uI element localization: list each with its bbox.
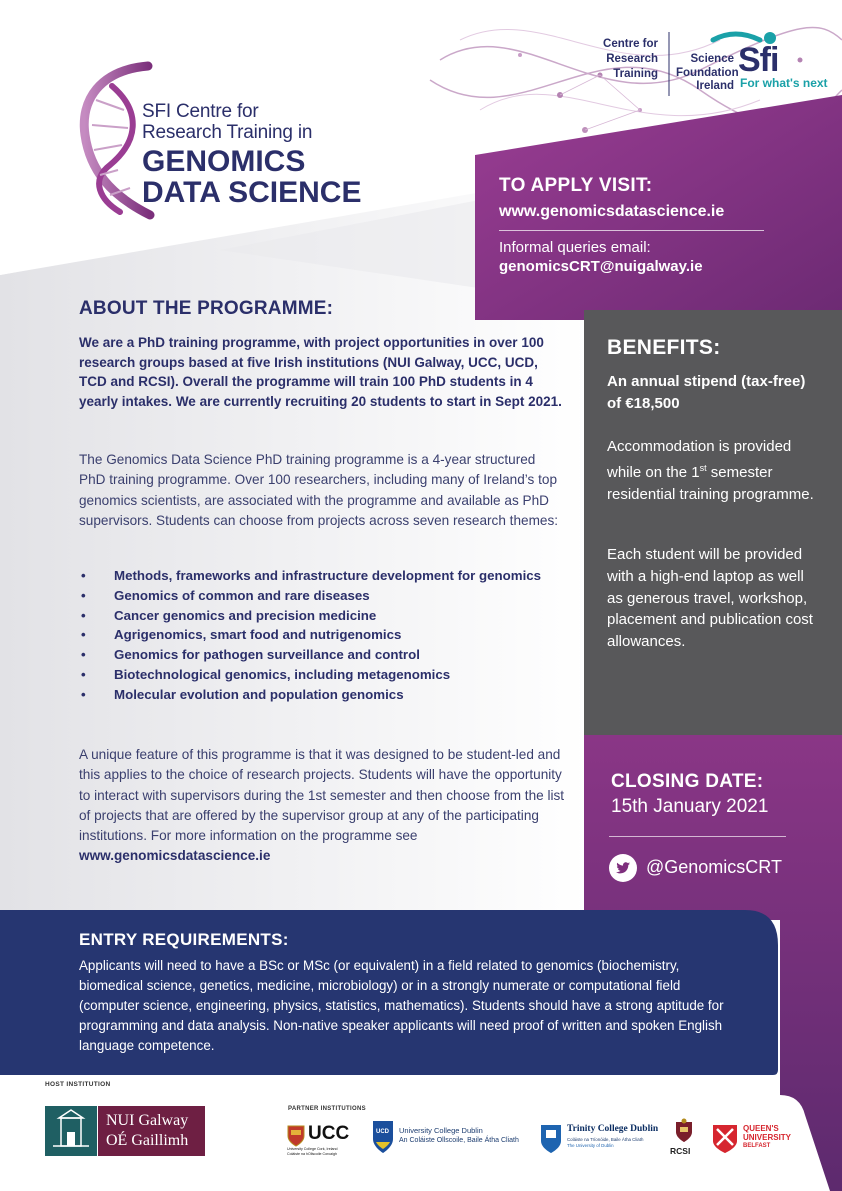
apply-panel — [499, 175, 789, 275]
ucd-name: University College Dublin — [399, 1126, 483, 1135]
theme-text: Genomics for pathogen surveillance and control — [114, 647, 420, 663]
logo-line-2: Research Training in — [142, 122, 313, 143]
sfi-logo-wordmark: Sfi — [738, 41, 779, 79]
benefits-stipend: An annual stipend (tax-free) of €18,500 — [607, 373, 806, 412]
rcsi-name: RCSI — [670, 1146, 691, 1156]
ucc-logo — [287, 1123, 357, 1159]
list-item: • Biotechnological genomics, including metagenomics — [81, 666, 451, 682]
tcd-subtitle-2: The University of Dublin — [567, 1143, 614, 1148]
theme-text: Methods, frameworks and infrastructure development for genomics — [114, 568, 542, 583]
benefits-accommodation — [607, 436, 822, 505]
tcd-name: Trinity College Dublin — [567, 1124, 659, 1134]
qub-line-1: QUEEN'S — [743, 1124, 779, 1133]
accommodation-text-a: Accommodation is provided while on the 1 — [607, 438, 792, 481]
about-paragraph-2-text: A unique feature of this programme is that it was designed to be student-led and this applies to the choice of research projects. Students will have the opportunity to interact with supervisors during the 1st semester and then choose from the list of projects that are offered by the supervisor group at any of the participating institutions. For more information on the programme see — [79, 747, 565, 844]
sfi-tagline: For what's next — [740, 76, 828, 90]
accommodation-text-b: semester residential training programme. — [607, 463, 814, 503]
nui-galway-logo — [45, 1106, 205, 1156]
partner-institutions-label: PARTNER INSTITUTIONS — [288, 1106, 366, 1112]
ucd-crest-icon — [372, 1120, 394, 1154]
apply-heading: TO APPLY VISIT: — [499, 175, 653, 196]
qub-logo — [712, 1124, 802, 1160]
logo-line-4: DATA SCIENCE — [142, 176, 362, 209]
accommodation-superscript: st — [699, 462, 707, 473]
tcd-logo — [540, 1120, 660, 1156]
list-item: • Agrigenomics, smart food and nutrigenomics — [81, 627, 402, 643]
qub-line-3: BELFAST — [743, 1143, 771, 1149]
ucc-subtitle: University College Cork, Ireland — [287, 1147, 338, 1151]
list-item: • Molecular evolution and population genomics — [81, 686, 404, 702]
programme-url-link[interactable]: www.genomicsdatascience.ie — [79, 848, 271, 864]
apply-divider — [499, 230, 764, 231]
nui-crest-icon — [45, 1106, 97, 1156]
closing-divider — [609, 836, 786, 837]
nui-line-2: OÉ Gaillimh — [106, 1132, 189, 1149]
theme-text: Cancer genomics and precision medicine — [114, 607, 377, 623]
research-themes-list — [79, 566, 549, 705]
sfi-logo-text: Science Foundation Ireland — [676, 53, 739, 92]
tcd-crest-icon — [540, 1124, 562, 1154]
ucd-badge-text: UCD — [376, 1129, 389, 1135]
nui-line-1: NUI Galway — [106, 1112, 189, 1129]
apply-query-label: Informal queries email: — [499, 239, 651, 256]
list-item: • Methods, frameworks and infrastructure development for genomics — [81, 568, 542, 583]
entry-heading: ENTRY REQUIREMENTS: — [79, 930, 289, 949]
closing-heading: CLOSING DATE: — [611, 771, 764, 792]
host-institution-label: HOST INSTITUTION — [45, 1081, 111, 1088]
logo-line-3: GENOMICS — [142, 145, 306, 178]
rcsi-crest-icon — [674, 1118, 694, 1144]
theme-text: Biotechnological genomics, including metagenomics — [114, 666, 451, 682]
benefits-heading: BENEFITS: — [607, 336, 721, 359]
ucc-name: UCC — [308, 1123, 350, 1144]
qub-name — [743, 1124, 791, 1151]
ucd-subtitle: An Coláiste Ollscoile, Baile Átha Cliath — [399, 1137, 519, 1144]
twitter-icon[interactable] — [609, 854, 637, 882]
twitter-handle[interactable]: @GenomicsCRT — [646, 857, 782, 877]
list-item: • Genomics of common and rare diseases — [81, 587, 370, 603]
theme-text: Agrigenomics, smart food and nutrigenomics — [114, 627, 402, 643]
qub-crest-icon — [712, 1124, 738, 1154]
list-item: • Cancer genomics and precision medicine — [81, 607, 377, 623]
rcsi-logo — [670, 1118, 700, 1158]
tcd-subtitle: Coláiste na Tríonóide, Baile Átha Cliath — [567, 1137, 644, 1142]
about-heading: ABOUT THE PROGRAMME: — [79, 298, 334, 319]
entry-text: Applicants will need to have a BSc or MSc (or equivalent) in a field related to genomics (biochemistry, biomedical science, genetics, medicine, microbiology) or in a strongly numerate or computational field (computer science, engineering, physics, statistics, mathematics). Students should have a strong aptitude for programming and data analysis. Non-native speaker applicants will need proof of written and spoken English language competence. — [79, 958, 724, 1053]
theme-text: Genomics of common and rare diseases — [114, 587, 370, 603]
nui-name-block — [98, 1106, 205, 1156]
list-item: • Genomics for pathogen surveillance and control — [81, 647, 420, 663]
closing-date: 15th January 2021 — [611, 796, 769, 817]
crt-logo-text: Centre for Research Training — [603, 38, 658, 80]
ucd-logo — [372, 1120, 522, 1156]
about-paragraph-1: The Genomics Data Science PhD training programme is a 4-year structured PhD training programme. Over 100 researchers, including many of Ireland’s top genomics scientists, are associated with the programme and available as PhD supervisors. Students can choose from projects across seven research themes: — [79, 452, 559, 528]
about-intro: We are a PhD training programme, with project opportunities in over 100 research groups based at five Irish institutions (NUI Galway, UCC, UCD, TCD and RCSI). Overall the programme will train 100 PhD students in 4 yearly intakes. We are currently recruiting 20 students to start in Sept 2021. — [79, 335, 562, 409]
programme-logo — [142, 101, 361, 208]
ucc-subtitle-2: Coláiste na hOllscoile Corcaigh — [287, 1152, 337, 1156]
logo-line-1: SFI Centre for — [142, 101, 259, 122]
theme-text: Molecular evolution and population genomics — [114, 686, 404, 702]
apply-email-link[interactable]: genomicsCRT@nuigalway.ie — [499, 258, 703, 275]
apply-url-link[interactable]: www.genomicsdatascience.ie — [499, 203, 725, 220]
about-paragraph-2 — [79, 745, 569, 867]
benefits-laptop: Each student will be provided with a high-end laptop as well as generous travel, workshop, placement and publication cost allowances. — [607, 546, 813, 651]
ucc-crest-icon — [287, 1125, 305, 1147]
qub-line-2: UNIVERSITY — [743, 1133, 792, 1142]
